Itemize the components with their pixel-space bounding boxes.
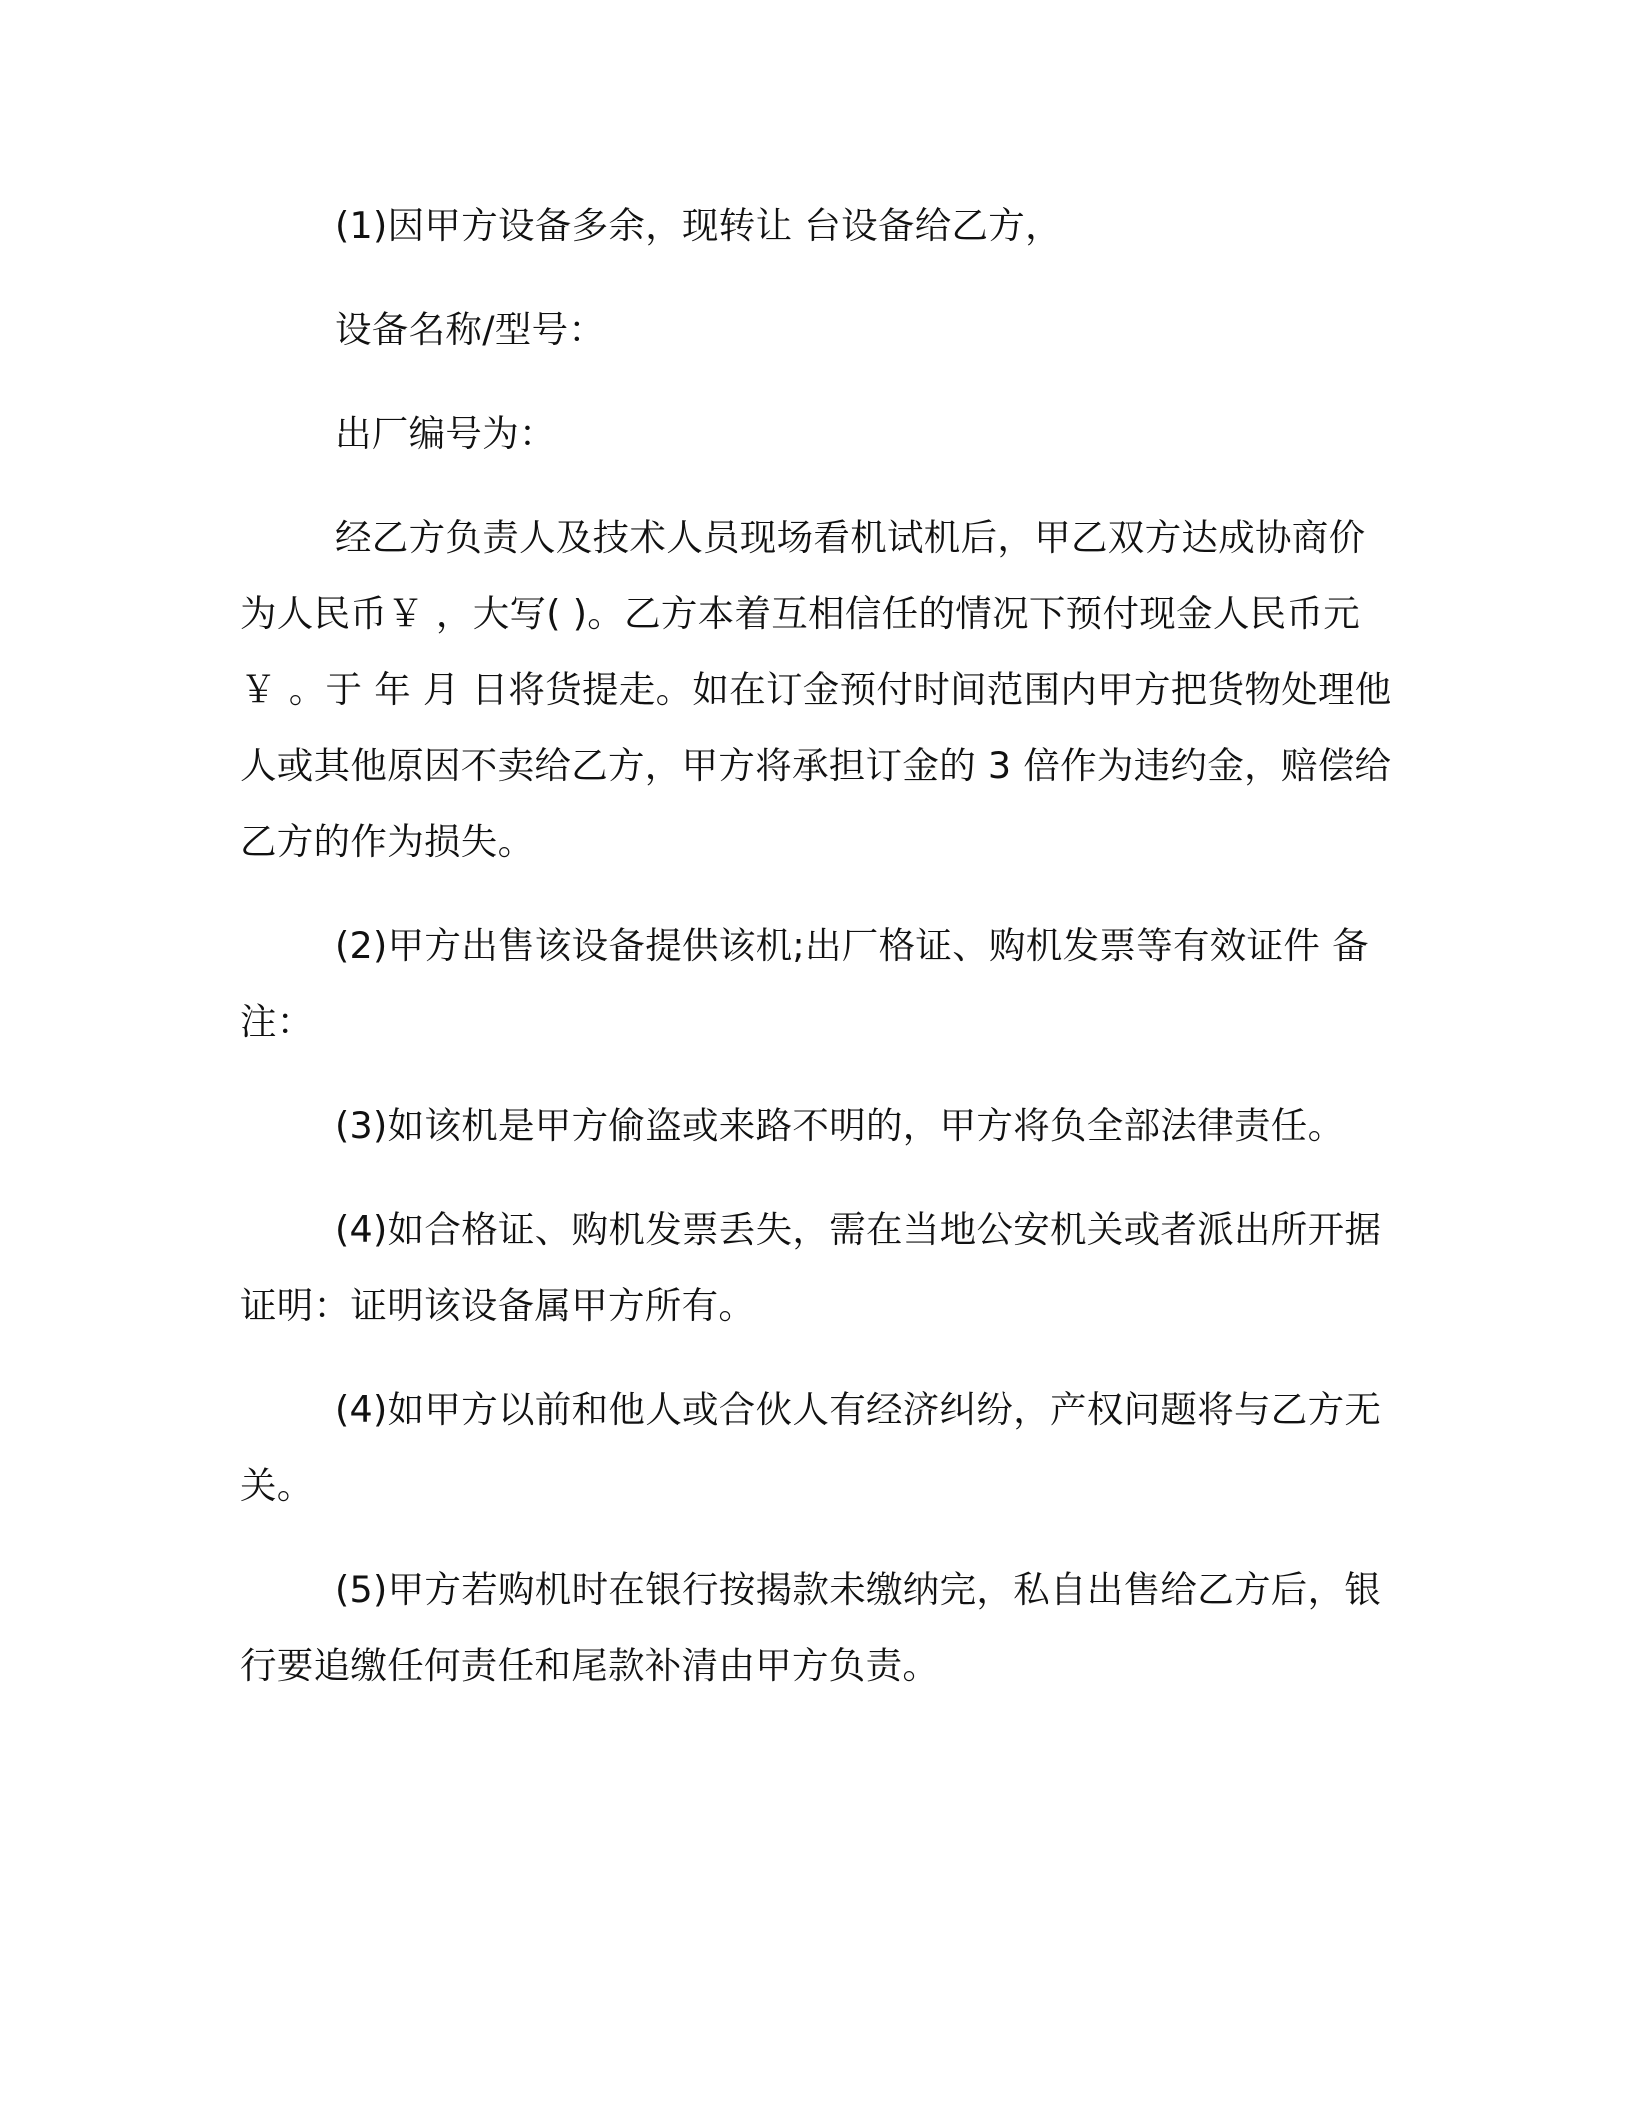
clause-2-documents: (2)甲方出售该设备提供该机;出厂格证、购机发票等有效证件 备注： [240, 924, 1369, 1043]
clause-3-liability: (3)如该机是甲方偷盗或来路不明的，甲方将负全部法律责任。 [335, 1104, 1345, 1147]
serial-number-line: 出厂编号为： [335, 412, 556, 455]
clause-1-transfer: (1)因甲方设备多余，现转让 台设备给乙方， [335, 204, 1062, 247]
document-body [240, 188, 1396, 1732]
clause-5-mortgage: (5)甲方若购机时在银行按揭款未缴纳完，私自出售给乙方后，银行要追缴任何责任和尾款补清由甲方负责。 [240, 1568, 1382, 1687]
clause-4-disputes: (4)如甲方以前和他人或合伙人有经济纠纷，产权问题将与乙方无关。 [240, 1388, 1382, 1507]
clause-4-lost-certificates: (4)如合格证、购机发票丢失，需在当地公安机关或者派出所开据证明：证明该设备属甲方所有。 [240, 1208, 1382, 1327]
price-and-deposit-paragraph: 经乙方负责人及技术人员现场看机试机后，甲乙双方达成协商价为人民币￥ ，大写( )。乙方本着互相信任的情况下预付现金人民币元￥ 。于 年 月 日将货提走。如在订金预付时间范围内甲方把货物处理他人或其他原因不卖给乙方，甲方将承担订金的 3 倍作为违约金，赔偿给乙方的作为损失。 [240, 516, 1392, 863]
equipment-model-line: 设备名称/型号： [335, 308, 606, 351]
